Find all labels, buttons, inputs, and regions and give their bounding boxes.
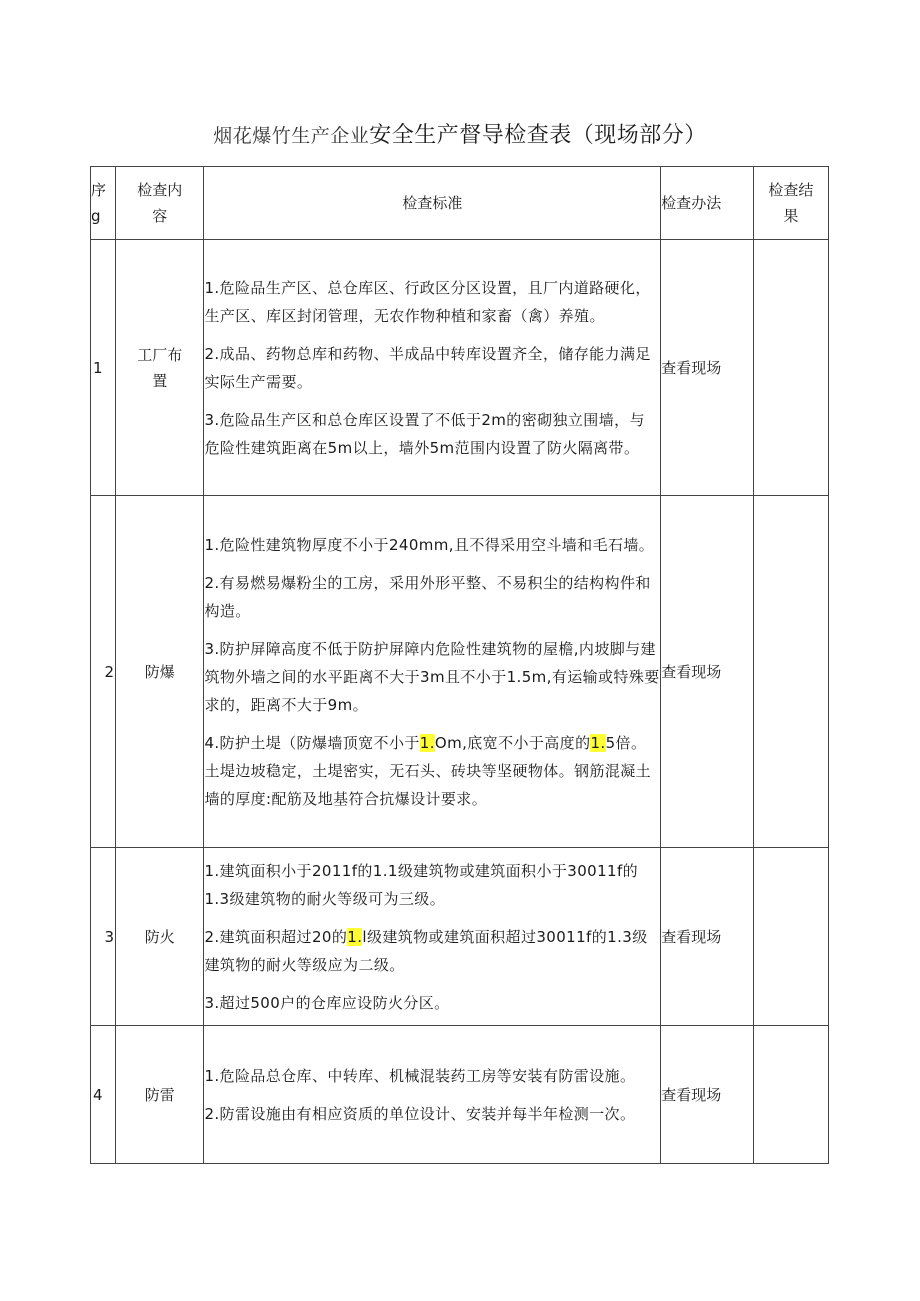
clause-text: 1.危险品总仓库、中转库、机械混装药工房等安装有防雷设施。 xyxy=(204,1066,636,1085)
check-item xyxy=(116,1026,204,1164)
clause-text: 1.危险性建筑物厚度不小于240mm,且不得采用空斗墙和毛石墙。 xyxy=(204,535,655,554)
check-method: 查看现场 xyxy=(661,496,753,848)
row-number: 3 xyxy=(91,848,116,1026)
clause-text: 3.危险品生产区和总仓库区设置了不低于2m的密砌独立围墙，与危险性建筑距离在5m以上，墙外5m范围内设置了防火隔离带。 xyxy=(204,410,645,457)
check-result-cell[interactable] xyxy=(753,1026,828,1164)
header-method: 检查办法 xyxy=(661,167,753,240)
header-row xyxy=(91,167,829,240)
header-result xyxy=(753,167,828,240)
check-method: 查看现场 xyxy=(661,240,753,496)
row-number: 1 xyxy=(91,240,116,496)
clause-text: Om,底宽不小于高度的 xyxy=(434,733,591,752)
row-number: 2 xyxy=(91,496,116,848)
header-standard: 检查标准 xyxy=(204,167,661,240)
check-item xyxy=(116,496,204,848)
check-item xyxy=(116,848,204,1026)
check-item-text: 防火 xyxy=(144,927,175,946)
table-row xyxy=(91,848,829,1026)
table-row xyxy=(91,240,829,496)
standard-clause xyxy=(204,729,660,813)
row-number: 4 xyxy=(91,1026,116,1164)
check-item-text: 工厂布置 xyxy=(137,345,183,390)
clause-text: 2.建筑面积超过20的 xyxy=(204,927,348,946)
standard-clause xyxy=(204,1062,660,1090)
inspection-table xyxy=(90,166,829,1164)
standard-clause xyxy=(204,1100,660,1128)
check-item-text: 防爆 xyxy=(144,662,175,681)
check-standard xyxy=(204,1026,661,1164)
header-item xyxy=(116,167,204,240)
standard-clause xyxy=(204,340,660,396)
check-item-text: 防雷 xyxy=(144,1085,175,1104)
check-result-cell[interactable] xyxy=(753,240,828,496)
document-title xyxy=(0,118,920,149)
table-row xyxy=(91,1026,829,1164)
title-part-2: 安全生产督导检查表（现场部分） xyxy=(369,123,707,148)
table-body xyxy=(91,240,829,1164)
header-no: 序g xyxy=(91,167,116,240)
clause-text: 1.建筑面积小于2011f的1.1级建筑物或建筑面积小于30011f的1.3级建筑物的耐火等级可为三级。 xyxy=(204,861,639,908)
highlighted-text: 1. xyxy=(590,733,606,752)
clause-text: 2.有易燃易爆粉尘的工房，采用外形平整、不易积尘的结构构件和构造。 xyxy=(204,573,651,620)
standard-clause xyxy=(204,635,660,719)
check-method: 查看现场 xyxy=(661,1026,753,1164)
clause-text: 3.防护屏障高度不低于防护屏障内危险性建筑物的屋檐,内坡脚与建筑物外墙之间的水平距离不大于3m且不小于1.5m,有运输或特殊要求的，距离不大于9m。 xyxy=(204,639,660,714)
clause-text: 4.防护土堤（防爆墙顶宽不小于 xyxy=(204,733,420,752)
header-item-text: 检查内容 xyxy=(137,181,183,225)
header-result-text: 检查结果 xyxy=(768,181,814,225)
clause-text: 2.防雷设施由有相应资质的单位设计、安装并每半年检测一次。 xyxy=(204,1104,636,1123)
clause-text: 2.成品、药物总库和药物、半成品中转库设置齐全，储存能力满足实际生产需要。 xyxy=(204,344,651,391)
check-method: 查看现场 xyxy=(661,848,753,1026)
clause-text: 5倍。土堤边坡稳定，土堤密实，无石头、砖块等坚硬物体。钢筋混凝土墙的厚度:配筋及地基符合抗爆设计要求。 xyxy=(204,733,652,808)
clause-text: 3.超过500户的仓库应设防火分区。 xyxy=(204,993,450,1012)
standard-clause xyxy=(204,531,660,559)
highlighted-text: 1. xyxy=(419,733,435,752)
clause-text: l级建筑物或建筑面积超过30011f的1.3级建筑物的耐火等级应为二级。 xyxy=(204,927,648,974)
clause-text: 1.危险品生产区、总仓库区、行政区分区设置，且厂内道路硬化，生产区、库区封闭管理，无农作物种植和家畜（禽）养殖。 xyxy=(204,278,651,325)
standard-clause xyxy=(204,923,660,979)
standard-clause xyxy=(204,989,660,1017)
check-standard xyxy=(204,496,661,848)
standard-clause xyxy=(204,857,660,913)
standard-clause xyxy=(204,569,660,625)
standard-clause xyxy=(204,406,660,462)
check-item xyxy=(116,240,204,496)
highlighted-text: 1. xyxy=(347,927,363,946)
table-row xyxy=(91,496,829,848)
check-result-cell[interactable] xyxy=(753,848,828,1026)
check-standard xyxy=(204,848,661,1026)
check-result-cell[interactable] xyxy=(753,496,828,848)
standard-clause xyxy=(204,274,660,330)
check-standard xyxy=(204,240,661,496)
title-part-1: 烟花爆竹生产企业 xyxy=(213,125,370,147)
